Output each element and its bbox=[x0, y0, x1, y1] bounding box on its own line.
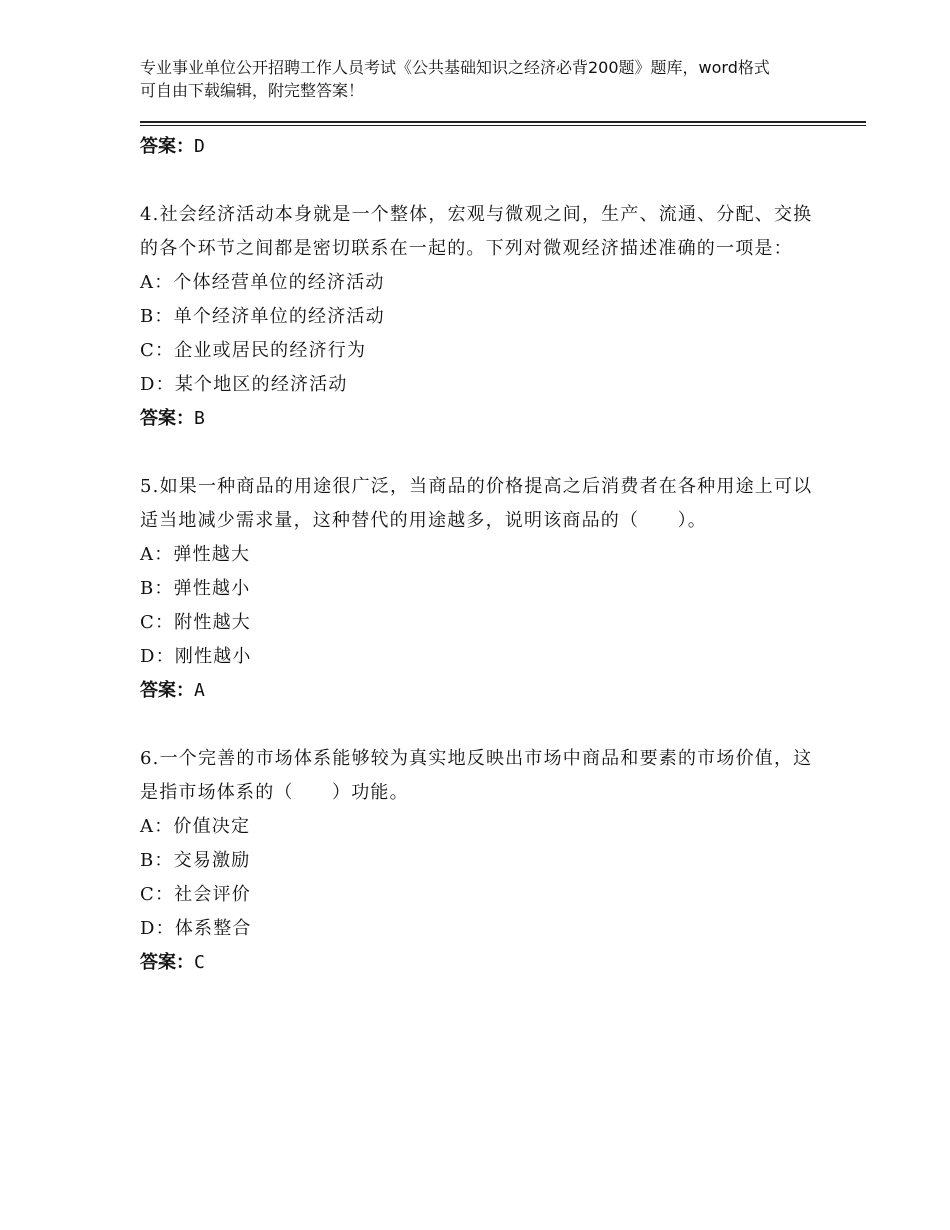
option-d: D：刚性越小 bbox=[140, 646, 252, 667]
option-c: C：社会评价 bbox=[140, 884, 251, 905]
answer-prev bbox=[140, 130, 820, 164]
option-b: B：弹性越小 bbox=[140, 578, 251, 599]
option-a: A：弹性越大 bbox=[140, 544, 251, 565]
question-4 bbox=[140, 198, 820, 436]
answer bbox=[140, 674, 820, 708]
option-a: A：个体经营单位的经济活动 bbox=[140, 272, 385, 293]
answer-label: 答案： bbox=[140, 136, 194, 157]
option-c: C：附性越大 bbox=[140, 612, 251, 633]
question-stem: 5.如果一种商品的用途很广泛，当商品的价格提高之后消费者在各种用途上可以适当地减少需求量，这种替代的用途越多，说明该商品的（ ）。 bbox=[140, 476, 813, 531]
answer bbox=[140, 402, 820, 436]
option-c: C：企业或居民的经济行为 bbox=[140, 340, 367, 361]
header-title: 专业事业单位公开招聘工作人员考试《公共基础知识之经济必背200题》题库，word格式可自由下载编辑，附完整答案！ bbox=[140, 58, 770, 100]
option-b: B：交易激励 bbox=[140, 850, 251, 871]
answer-label: 答案： bbox=[140, 952, 194, 973]
answer-label: 答案： bbox=[140, 408, 194, 429]
question-stem: 4.社会经济活动本身就是一个整体，宏观与微观之间，生产、流通、分配、交换的各个环节之间都是密切联系在一起的。下列对微观经济描述准确的一项是： bbox=[140, 204, 813, 259]
answer-label: 答案： bbox=[140, 680, 194, 701]
option-d: D：体系整合 bbox=[140, 918, 252, 939]
answer-value: D bbox=[194, 136, 205, 157]
option-b: B：单个经济单位的经济活动 bbox=[140, 306, 385, 327]
answer-value: A bbox=[194, 680, 205, 701]
question-6 bbox=[140, 742, 820, 980]
header-rule-thick bbox=[140, 121, 866, 123]
question-stem: 6.一个完善的市场体系能够较为真实地反映出市场中商品和要素的市场价值，这是指市场体系的（ ）功能。 bbox=[140, 748, 813, 803]
document-header bbox=[140, 56, 780, 102]
answer-value: B bbox=[194, 408, 205, 429]
answer bbox=[140, 946, 820, 980]
answer-value: C bbox=[194, 952, 205, 973]
question-5 bbox=[140, 470, 820, 708]
option-a: A：价值决定 bbox=[140, 816, 251, 837]
option-d: D：某个地区的经济活动 bbox=[140, 374, 348, 395]
header-rule-thin bbox=[140, 125, 866, 126]
document-body bbox=[140, 130, 820, 980]
